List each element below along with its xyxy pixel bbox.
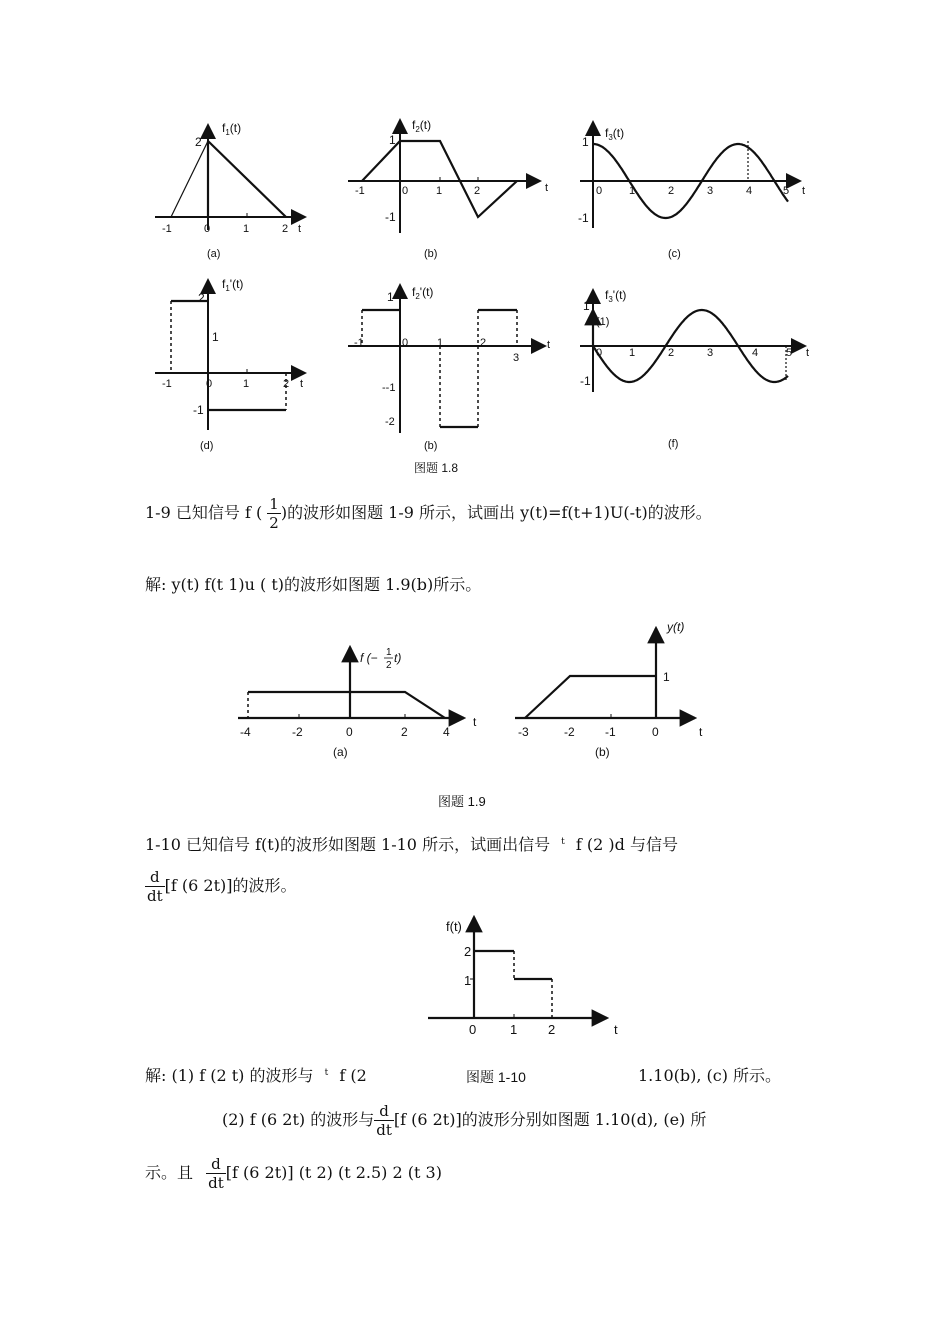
tick-x: 5: [783, 185, 790, 197]
solution-1-10-line2: [222, 1102, 706, 1139]
caption-1-9-a: (a): [333, 745, 348, 759]
tick-y-2: 2: [464, 944, 472, 959]
tick-x: -4: [240, 725, 251, 739]
figure-1-9: [0, 600, 950, 820]
ylabel-frac-den: 2: [386, 660, 392, 671]
subplot-a: [155, 121, 305, 260]
tick-x: -1: [162, 378, 172, 390]
axis-t-label: t: [547, 339, 551, 351]
tick-x: 2: [401, 725, 408, 739]
caption-1-9-b: (b): [595, 745, 610, 759]
solution-1-10-text: 解: (1) f (2 t) 的波形与: [145, 1066, 314, 1085]
subplot-1-9-a: [238, 647, 477, 759]
subplot-c: [578, 122, 805, 260]
fraction-numerator: 1: [269, 495, 279, 513]
problem-1-10-line1: [145, 832, 678, 855]
tick-x: -1: [162, 223, 172, 235]
impulse-weight: (1): [596, 316, 610, 328]
tick-x: 5: [786, 347, 793, 359]
axis-t-label: t: [473, 715, 477, 729]
problem-1-10-line2: [145, 868, 297, 905]
caption-b: (b): [424, 248, 438, 260]
tick-x: -3: [518, 725, 529, 739]
tick-y-2: 2: [195, 135, 202, 149]
ylabel-a: $f_1(t)$: [222, 121, 242, 137]
ylabel-f: $f_3'(t)$: [605, 288, 627, 304]
axis-t-label: t: [699, 725, 703, 739]
frac-num: d: [206, 1155, 226, 1174]
solution-1-10-part3-tail: [f (6 2t)] (t 2) (t 2.5) 2 (t 3): [225, 1163, 442, 1182]
tick-x: 0: [206, 378, 213, 390]
ylabel-1-9-a: f (−: [360, 651, 378, 665]
tick-y-neg2: -2: [385, 416, 395, 428]
tick-x: 4: [752, 347, 759, 359]
ylabel-c: $f_3(t)$: [605, 126, 625, 142]
ylabel-frac-num: 1: [386, 647, 392, 658]
tick-x: 3: [707, 347, 714, 359]
solution-1-10-part2-tail: [f (6 2t)]的波形分别如图题 1.10(d), (e) 所: [393, 1110, 707, 1129]
tick-x: 1: [437, 337, 444, 349]
solution-1-10-line3: [145, 1155, 442, 1192]
frac-den: dt: [376, 1121, 392, 1139]
solution-1-10-line1-tail: 1.10(b), (c) 所示。: [638, 1066, 782, 1085]
tick-x: 3: [707, 185, 714, 197]
tick-x: 2: [282, 223, 289, 235]
tick-x: 4: [746, 185, 753, 197]
tick-x: 0: [652, 725, 659, 739]
tick-y-1: 1: [389, 133, 396, 147]
frac-num: d: [145, 868, 165, 887]
problem-1-10-integral: f (2 )d 与信号: [575, 835, 678, 854]
tick-x: -2: [564, 725, 575, 739]
problem-1-10-text-tail: [f (6 2t)]的波形。: [164, 876, 297, 895]
solution-1-10-part3: 示。且: [145, 1163, 194, 1182]
axis-t-label: t: [806, 347, 810, 359]
tick-x: 0: [402, 185, 409, 197]
caption-d: (d): [200, 440, 214, 452]
caption-a: (a): [207, 248, 221, 260]
subplot-1-9-b: [515, 620, 703, 759]
tick-x: 0: [596, 185, 603, 197]
problem-1-9-text: 1-9 已知信号 f (: [145, 503, 263, 522]
problem-1-9-text-tail: )的波形如图题 1-9 所示，试画出 y(t)=f(t+1)U(-t)的波形。: [280, 503, 712, 522]
tick-y-1: 1: [212, 330, 219, 344]
caption-e: (b): [424, 440, 438, 452]
axis-t-label: t: [300, 378, 304, 390]
tick-x: 3: [513, 352, 520, 364]
frac-den: dt: [147, 887, 163, 905]
tick-x: 1: [629, 185, 636, 197]
integral-upper-limit: t: [561, 836, 565, 847]
derivative-fraction: [206, 1155, 226, 1192]
tick-x: 2: [668, 347, 675, 359]
fraction-one-half: [267, 495, 281, 532]
solution-1-10-part2: (2) f (6 2t) 的波形与: [222, 1110, 375, 1129]
tick-x: 1: [510, 1022, 518, 1037]
figure-1-10: [0, 905, 950, 1090]
derivative-fraction: [374, 1102, 394, 1139]
tick-y-1: 1: [387, 290, 394, 304]
tick-x: 2: [283, 378, 290, 390]
tick-y-2: 2: [198, 291, 205, 305]
tick-y-neg1: -1: [580, 374, 591, 388]
tick-x: 2: [668, 185, 675, 197]
solution-1-9: 解: y(t) f(t 1)u ( t)的波形如图题 1.9(b)所示。: [145, 575, 482, 594]
tick-x: -1: [355, 185, 365, 197]
axis-t-label: t: [545, 182, 549, 194]
solution-1-10-integral: f (2: [339, 1066, 367, 1085]
tick-x: 0: [596, 347, 603, 359]
solution-1-10-line1: [145, 1063, 367, 1086]
tick-x: 2: [480, 337, 487, 349]
axis-t-label: t: [298, 223, 302, 235]
tick-y-neg1: --1: [382, 382, 396, 394]
caption-c: (c): [668, 248, 681, 260]
tick-x: 2: [474, 185, 481, 197]
subplot-f: [580, 288, 809, 450]
tick-x: 0: [469, 1022, 477, 1037]
subplot-b: [348, 118, 548, 260]
problem-1-9: [145, 495, 712, 532]
tick-x: -1: [354, 337, 364, 349]
tick-y-neg1: -1: [385, 210, 396, 224]
tick-y-neg1: -1: [193, 403, 204, 417]
fraction-denominator: 2: [269, 514, 279, 532]
tick-y-1: 1: [464, 973, 472, 988]
caption-f: (f): [668, 438, 679, 450]
tick-x: 0: [402, 337, 409, 349]
ylabel-b: $f_2(t)$: [412, 118, 432, 134]
ylabel-tail: t): [394, 651, 402, 665]
subplot-e: [348, 285, 550, 452]
integral-upper-limit: t: [324, 1067, 329, 1078]
ylabel-d: $f_1'(t)$: [222, 277, 244, 293]
ylabel-e: $f_2'(t)$: [412, 285, 434, 301]
frac-den: dt: [208, 1174, 224, 1192]
derivative-fraction: [145, 868, 165, 905]
tick-x: 1: [629, 347, 636, 359]
figure-1-8: [0, 0, 950, 480]
tick-x: 1: [243, 223, 250, 235]
problem-1-10-text: 1-10 已知信号 f(t)的波形如图题 1-10 所示，试画出信号: [145, 835, 551, 854]
tick-x: -1: [605, 725, 616, 739]
tick-y-1: 1: [582, 135, 589, 149]
axis-t-label: t: [802, 185, 806, 197]
frac-num: d: [374, 1102, 394, 1121]
tick-x: 1: [436, 185, 443, 197]
figure-1-8-caption: 图题 1.8: [414, 461, 459, 475]
tick-x: 1: [243, 378, 250, 390]
tick-y-1: 1: [583, 299, 590, 313]
ylabel-1-10: f(t): [446, 919, 462, 934]
tick-x: 0: [204, 223, 211, 235]
ylabel-1-9-b: y(t): [667, 620, 685, 634]
subplot-d: [155, 277, 305, 452]
tick-y-neg1: -1: [578, 211, 589, 225]
tick-x: 2: [548, 1022, 556, 1037]
figure-1-9-caption: 图题 1.9: [438, 794, 486, 809]
tick-x: 4: [443, 725, 450, 739]
tick-x: -2: [292, 725, 303, 739]
tick-x: 0: [346, 725, 353, 739]
tick-y-1: 1: [663, 670, 670, 684]
figure-1-10-caption: 图题 1-10: [466, 1069, 526, 1085]
axis-t-label: t: [614, 1022, 618, 1037]
